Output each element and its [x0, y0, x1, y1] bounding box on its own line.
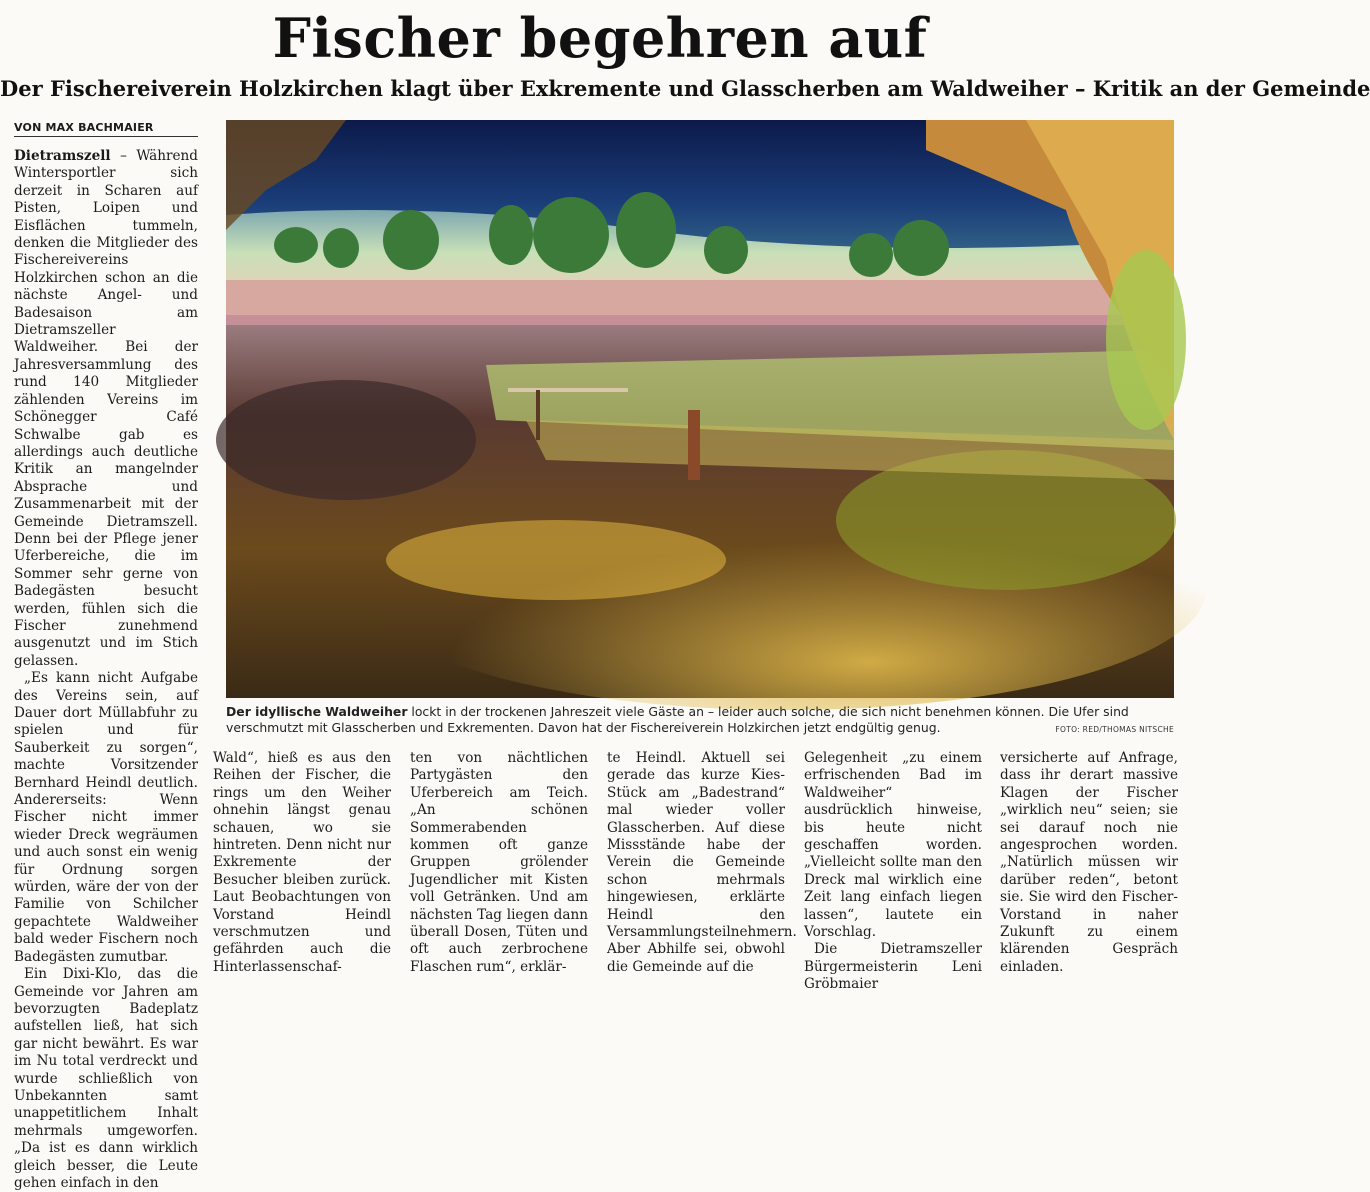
paragraph: ten von nächtlichen Partygästen den Uferbereich am Teich. „An schönen Sommerabenden kommen oft ganze Gruppen grölender Jugendlicher mit Kisten voll Getränken. Und am nächsten Tag liegen dann überall Dosen, Tüten und oft auch zerbrochene Flaschen rum“, erklär-: [410, 750, 588, 975]
caption-text: lockt in der trockenen Jahreszeit viele Gäste an – leider auch solche, die sich nicht benehmen können. Die Ufer sind verschmutzt mit Glasscherben und Exkrementen. Davon hat der Fischereiverein Holzkirchen jetzt endgültig genug.: [226, 704, 1129, 735]
paragraph-quote: „Es kann nicht Aufgabe des Vereins sein, auf Dauer dort Müllabfuhr zu spielen und für Sauberkeit zu sorgen“, machte Vorsitzender Bernhard Heindl deutlich. Andererseits: Wenn Fischer nicht immer wieder Dreck wegräumen und auch sonst ein wenig für Ordnung sorgen würden, wäre der von der Familie von Schilcher gepachtete Waldweiher bald weder Fischern noch Badegästen zumutbar.: [14, 670, 198, 965]
paragraph: te Heindl. Aktuell sei gerade das kurze Kies-Stück am „Badestrand“ mal wieder voller Glasscherben. Auf diese Missstände habe der Verein die Gemeinde schon mehrmals hingewiesen, erklärte Heindl den Versammlungsteilnehmern. Aber Abhilfe sei, obwohl die Gemeinde auf die: [607, 750, 797, 975]
paragraph: Wald“, hieß es aus den Reihen der Fischer, die rings um den Weiher ohnehin längst genau schauen, wo sie hintreten. Denn nicht nur Exkremente der Besucher bleiben zurück. Laut Beobachtungen von Vorstand Heindl verschmutzen und gefährden auch die Hinterlassenschaf-: [213, 750, 391, 975]
caption-lead: Der idyllische Waldweiher: [226, 704, 408, 719]
paragraph-intro: [14, 148, 198, 670]
intro-text: – Während Wintersportler sich derzeit in Scharen auf Pisten, Loipen und Eisflächen tummeln, denken die Mitglieder des Fischereivereins Holzkirchen schon an die nächste Angel- und Badesaison am Dietramszeller Waldweiher. Bei der Jahresversammlung des rund 140 Mitglieder zählenden Vereins im Schönegger Café Schwalbe gab es allerdings auch deutliche Kritik an mangelnder Absprache und Zusammenarbeit mit der Gemeinde Dietramszell. Denn bei der Pflege jener Uferbereiche, die im Sommer sehr gerne von Badegästen besucht werden, fühlen sich die Fischer zunehmend ausgenutzt und im Stich gelassen.: [14, 148, 198, 669]
paragraph: Die Dietramszeller Bürgermeisterin Leni Gröbmaier: [804, 941, 982, 993]
article-column-2: [213, 750, 391, 976]
article-column-6: [1000, 750, 1178, 976]
dateline: Dietramszell: [14, 148, 111, 164]
paragraph-dixi: Ein Dixi-Klo, das die Gemeinde vor Jahren am bevorzugten Badeplatz aufstellen ließ, hat sich gar nicht bewährt. Es war im Nu total verdreckt und wurde schließlich von Unbekannten samt unappetitlichem Inhalt mehrmals umgeworfen. „Da ist es dann wirklich gleich besser, die Leute gehen einfach in den: [14, 966, 198, 1191]
lake-photo: [226, 120, 1174, 698]
photo-credit: FOTO: RED/THOMAS NITSCHE: [1055, 725, 1174, 734]
paragraph: Gelegenheit „zu einem erfrischenden Bad im Waldweiher“ ausdrücklich hinweise, bis heute nicht geschaffen worden. „Vielleicht sollte man den Dreck mal wirklich eine Zeit lang einfach liegen lassen“, lautete ein Vorschlag.: [804, 750, 982, 941]
subheadline: Der Fischereiverein Holzkirchen klagt über Exkremente und Glasscherben am Waldweiher – Kritik an der Gemeinde: [0, 76, 1370, 101]
lake-photo-image: [226, 120, 1174, 698]
article-column-5: [804, 750, 982, 994]
article-column-3: [410, 750, 588, 976]
paragraph: versicherte auf Anfrage, dass ihr derart massive Klagen der Fischer „wirklich neu“ seien; sie sei darauf noch nie angesprochen worden. „Natürlich müssen wir darüber reden“, betont sie. Sie wird den Fischer-Vorstand in naher Zukunft zu einem klärenden Gespräch einladen.: [1000, 750, 1178, 975]
headline: Fischer begehren auf: [272, 6, 928, 70]
article-column-4: [607, 750, 797, 976]
photo-caption: [226, 704, 1174, 736]
article-column-1: [14, 148, 198, 1192]
byline: VON MAX BACHMAIER: [14, 121, 198, 137]
